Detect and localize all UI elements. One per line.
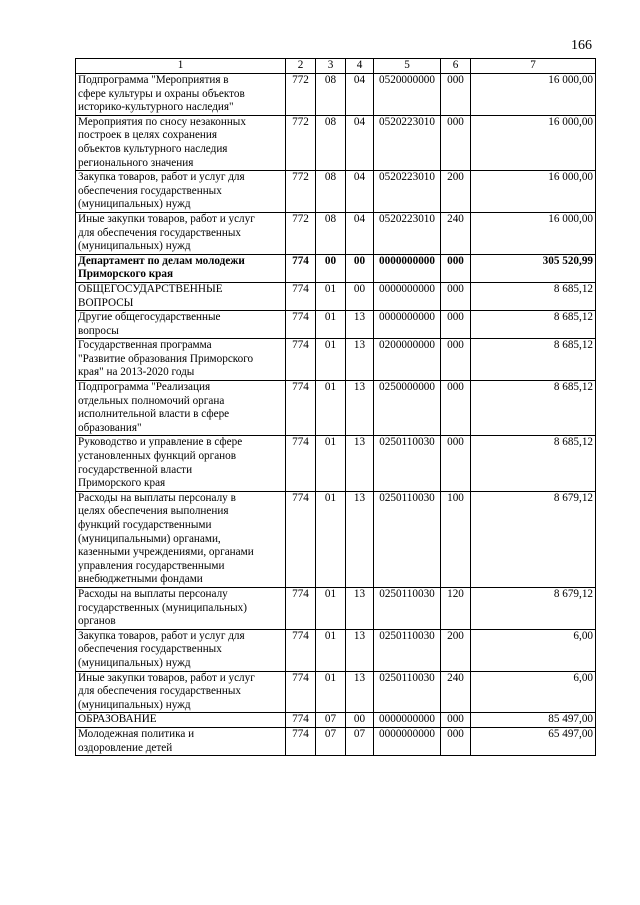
- row-name: Государственная программа "Развитие образования Приморского края" на 2013-2020 годы: [76, 339, 286, 381]
- row-code-5: 0000000000: [374, 713, 441, 728]
- header-row: [76, 59, 596, 74]
- row-code-6: 100: [441, 491, 471, 587]
- row-name: Мероприятия по сносу незаконных построек в целях сохранения объектов культурного наследия регионального значения: [76, 115, 286, 170]
- row-code-6: 000: [441, 713, 471, 728]
- row-code-5: 0250110030: [374, 436, 441, 491]
- table-row: [76, 254, 596, 282]
- row-code-5: 0000000000: [374, 254, 441, 282]
- table-row: [76, 671, 596, 713]
- row-code-3: 01: [316, 339, 346, 381]
- row-code-2: 774: [286, 727, 316, 755]
- table-row: [76, 727, 596, 755]
- table-row: [76, 282, 596, 310]
- row-code-3: 01: [316, 381, 346, 436]
- row-code-3: 08: [316, 212, 346, 254]
- row-sum: 8 679,12: [471, 491, 596, 587]
- row-code-5: 0000000000: [374, 311, 441, 339]
- row-code-5: 0520223010: [374, 171, 441, 213]
- row-name: ОБРАЗОВАНИЕ: [76, 713, 286, 728]
- column-header: 4: [346, 59, 374, 74]
- row-code-4: 13: [346, 491, 374, 587]
- row-code-3: 01: [316, 436, 346, 491]
- row-code-3: 00: [316, 254, 346, 282]
- row-code-5: 0000000000: [374, 282, 441, 310]
- row-code-4: 13: [346, 311, 374, 339]
- row-code-2: 772: [286, 74, 316, 116]
- row-code-6: 000: [441, 282, 471, 310]
- row-sum: 8 685,12: [471, 339, 596, 381]
- budget-table: [75, 58, 596, 756]
- row-code-5: 0520223010: [374, 212, 441, 254]
- table-row: [76, 311, 596, 339]
- table-row: [76, 629, 596, 671]
- row-code-6: 240: [441, 212, 471, 254]
- table-row: [76, 587, 596, 629]
- row-code-3: 01: [316, 311, 346, 339]
- row-code-3: 01: [316, 282, 346, 310]
- row-name: Руководство и управление в сфере установленных функций органов государственной власти Приморского края: [76, 436, 286, 491]
- row-code-6: 200: [441, 629, 471, 671]
- row-code-3: 08: [316, 74, 346, 116]
- row-code-5: 0520223010: [374, 115, 441, 170]
- row-code-3: 01: [316, 491, 346, 587]
- row-code-4: 00: [346, 713, 374, 728]
- row-code-3: 08: [316, 115, 346, 170]
- row-sum: 6,00: [471, 629, 596, 671]
- row-code-6: 000: [441, 436, 471, 491]
- row-code-2: 774: [286, 587, 316, 629]
- row-code-3: 01: [316, 587, 346, 629]
- column-header: 6: [441, 59, 471, 74]
- row-code-2: 774: [286, 311, 316, 339]
- table-row: [76, 436, 596, 491]
- row-code-5: 0000000000: [374, 727, 441, 755]
- row-code-5: 0520000000: [374, 74, 441, 116]
- row-code-4: 04: [346, 171, 374, 213]
- table-row: [76, 381, 596, 436]
- row-code-6: 200: [441, 171, 471, 213]
- table-row: [76, 491, 596, 587]
- row-name: Молодежная политика и оздоровление детей: [76, 727, 286, 755]
- row-code-4: 00: [346, 282, 374, 310]
- row-code-2: 774: [286, 629, 316, 671]
- row-sum: 6,00: [471, 671, 596, 713]
- row-code-2: 772: [286, 212, 316, 254]
- row-sum: 16 000,00: [471, 212, 596, 254]
- row-code-2: 772: [286, 171, 316, 213]
- row-code-2: 774: [286, 713, 316, 728]
- row-code-6: 000: [441, 115, 471, 170]
- table-row: [76, 115, 596, 170]
- column-header: 5: [374, 59, 441, 74]
- page-number: 166: [571, 38, 592, 53]
- row-sum: 8 679,12: [471, 587, 596, 629]
- row-code-4: 13: [346, 381, 374, 436]
- row-code-4: 13: [346, 436, 374, 491]
- row-code-2: 774: [286, 282, 316, 310]
- row-name: Департамент по делам молодежи Приморского края: [76, 254, 286, 282]
- row-name: Иные закупки товаров, работ и услуг для обеспечения государственных (муниципальных) нужд: [76, 671, 286, 713]
- row-code-2: 774: [286, 671, 316, 713]
- row-sum: 8 685,12: [471, 436, 596, 491]
- row-sum: 16 000,00: [471, 74, 596, 116]
- row-sum: 8 685,12: [471, 381, 596, 436]
- row-code-2: 774: [286, 254, 316, 282]
- row-name: Расходы на выплаты персоналу государственных (муниципальных) органов: [76, 587, 286, 629]
- row-sum: 8 685,12: [471, 282, 596, 310]
- row-name: Подпрограмма "Реализация отдельных полномочий органа исполнительной власти в сфере образования": [76, 381, 286, 436]
- row-code-5: 0250110030: [374, 491, 441, 587]
- row-code-3: 01: [316, 671, 346, 713]
- row-code-4: 04: [346, 74, 374, 116]
- row-code-3: 07: [316, 713, 346, 728]
- row-name: ОБЩЕГОСУДАРСТВЕННЫЕ ВОПРОСЫ: [76, 282, 286, 310]
- row-code-6: 000: [441, 254, 471, 282]
- row-code-6: 000: [441, 339, 471, 381]
- row-sum: 8 685,12: [471, 311, 596, 339]
- table-row: [76, 339, 596, 381]
- row-code-6: 000: [441, 381, 471, 436]
- row-code-5: 0200000000: [374, 339, 441, 381]
- row-code-6: 120: [441, 587, 471, 629]
- row-code-4: 13: [346, 671, 374, 713]
- row-code-3: 01: [316, 629, 346, 671]
- table-body: [76, 74, 596, 756]
- table-row: [76, 74, 596, 116]
- table-row: [76, 171, 596, 213]
- row-code-6: 240: [441, 671, 471, 713]
- row-code-2: 772: [286, 115, 316, 170]
- row-name: Иные закупки товаров, работ и услуг для обеспечения государственных (муниципальных) нужд: [76, 212, 286, 254]
- row-code-4: 13: [346, 339, 374, 381]
- column-header: 1: [76, 59, 286, 74]
- row-code-4: 00: [346, 254, 374, 282]
- table-row: [76, 212, 596, 254]
- column-header: 2: [286, 59, 316, 74]
- row-code-4: 13: [346, 629, 374, 671]
- row-code-2: 774: [286, 381, 316, 436]
- row-code-5: 0250110030: [374, 629, 441, 671]
- row-code-4: 04: [346, 212, 374, 254]
- row-code-2: 774: [286, 339, 316, 381]
- row-code-2: 774: [286, 491, 316, 587]
- row-code-6: 000: [441, 727, 471, 755]
- row-sum: 16 000,00: [471, 171, 596, 213]
- row-code-2: 774: [286, 436, 316, 491]
- row-sum: 305 520,99: [471, 254, 596, 282]
- column-header: 3: [316, 59, 346, 74]
- row-name: Другие общегосударственные вопросы: [76, 311, 286, 339]
- row-code-3: 08: [316, 171, 346, 213]
- row-code-4: 04: [346, 115, 374, 170]
- table-row: [76, 713, 596, 728]
- row-code-4: 13: [346, 587, 374, 629]
- row-sum: 16 000,00: [471, 115, 596, 170]
- row-name: Подпрограмма "Мероприятия в сфере культуры и охраны объектов историко-культурного наследия": [76, 74, 286, 116]
- row-code-3: 07: [316, 727, 346, 755]
- column-header: 7: [471, 59, 596, 74]
- row-name: Закупка товаров, работ и услуг для обеспечения государственных (муниципальных) нужд: [76, 629, 286, 671]
- row-name: Закупка товаров, работ и услуг для обеспечения государственных (муниципальных) нужд: [76, 171, 286, 213]
- row-code-6: 000: [441, 74, 471, 116]
- row-code-5: 0250110030: [374, 587, 441, 629]
- row-code-5: 0250000000: [374, 381, 441, 436]
- row-code-6: 000: [441, 311, 471, 339]
- row-name: Расходы на выплаты персоналу в целях обеспечения выполнения функций государственными (муниципальными) органами, казенными учреждениями, органами управления государственными внебюджетными фондами: [76, 491, 286, 587]
- row-code-5: 0250110030: [374, 671, 441, 713]
- row-sum: 85 497,00: [471, 713, 596, 728]
- row-sum: 65 497,00: [471, 727, 596, 755]
- row-code-4: 07: [346, 727, 374, 755]
